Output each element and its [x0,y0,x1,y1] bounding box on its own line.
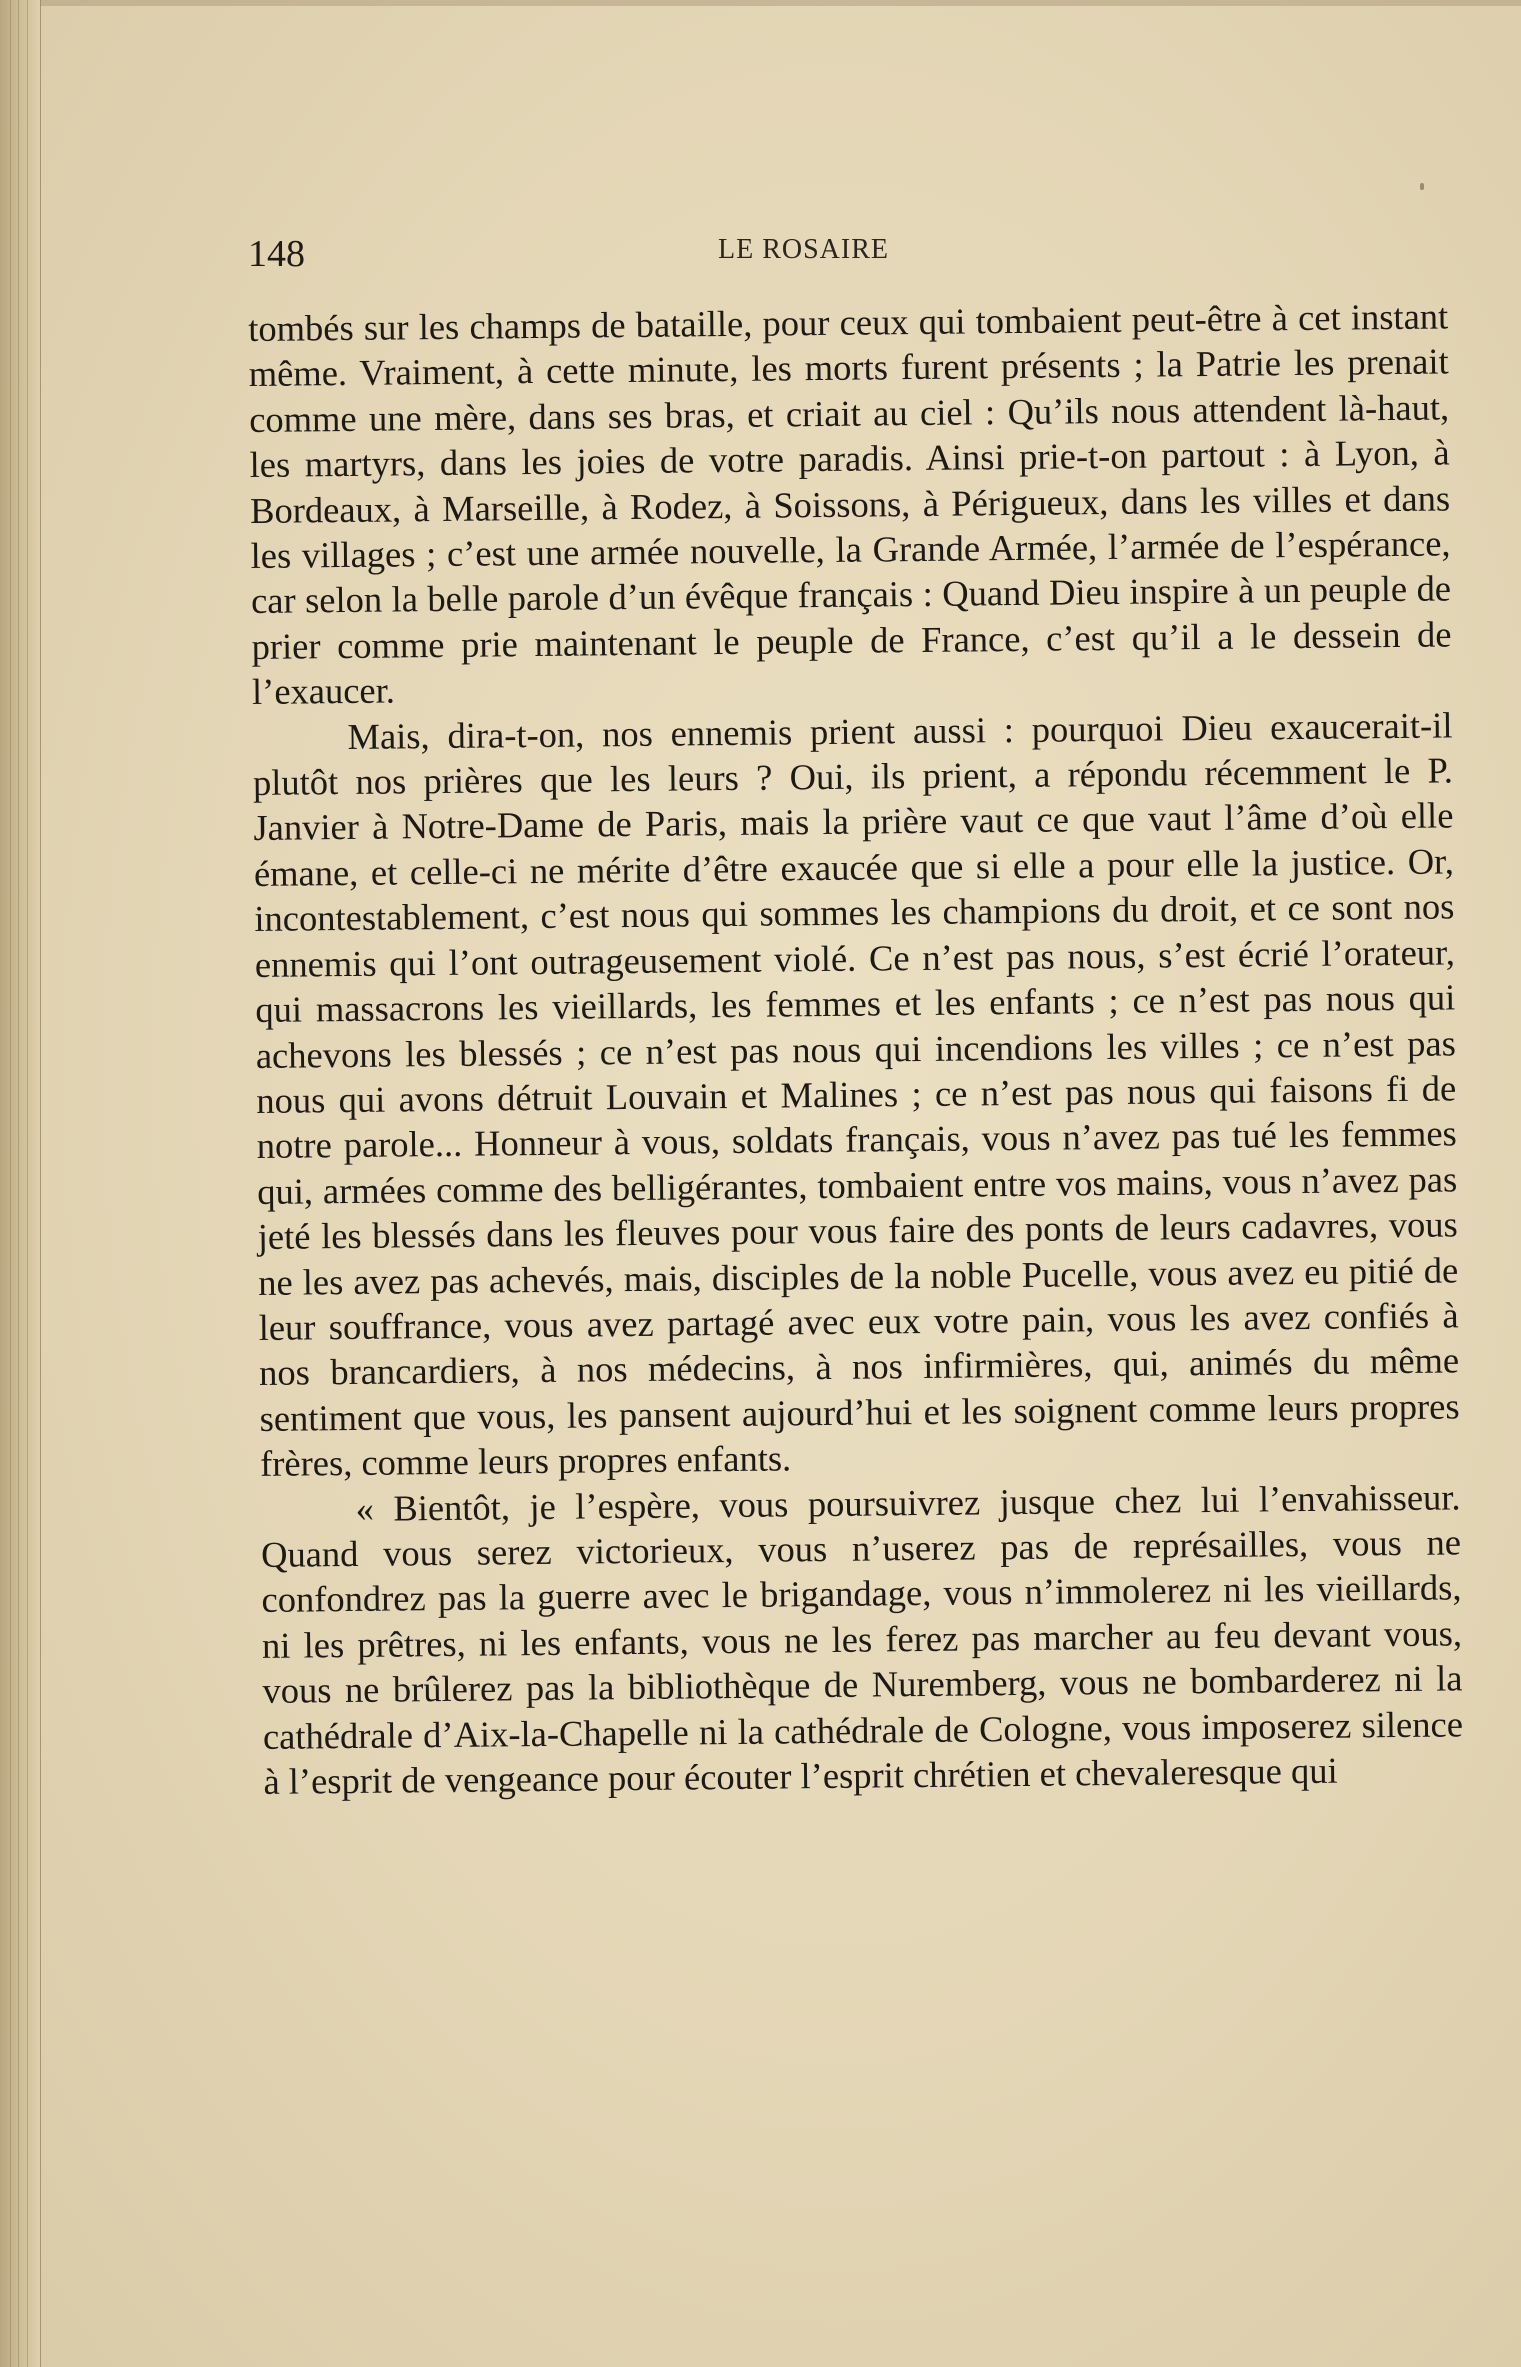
page-edge-line [10,0,11,2367]
page-number: 148 [248,233,305,275]
page-edge-line [18,0,19,2367]
paragraph-1: tombés sur les champs de bataille, pour ceux qui tombaient peut-être à cet instant même. Vraiment, à cette minute, les morts furent présents ; la Patrie les prenait comme une mère, dans ses bras, et criait au ciel : Qu’ils nous attendent là-haut, les martyrs, dans les joies de votre paradis. Ainsi prie-t-on partout : à Lyon, à Bordeaux, à Marseille, à Rodez, à Soissons, à Périgueux, dans les villes et dans les villages ; c’est une armée nouvelle, la Grande Armée, l’armée de l’espérance, car selon la belle parole d’un évêque français : Quand Dieu inspire à un peuple de prier comme prie maintenant le peuple de France, c’est qu’il a le dessein de l’exaucer. [248,295,1452,713]
paragraph-3: « Bientôt, je l’espère, vous poursuivrez jusque chez lui l’envahisseur. Quand vous serez victorieux, vous n’userez pas de représailles, vous ne confondrez pas la guerre avec le brigandage, vous n’immolerez ni les vieillards, ni les prêtres, ni les enfants, vous ne les ferez pas marcher au feu devant vous, vous ne brûlerez pas la bibliothèque de Nuremberg, vous ne bombarderez ni la cathédrale d’Aix-la-Chapelle ni la cathédrale de Cologne, vous imposerez silence à l’esprit de vengeance pour écouter l’esprit chrétien et chevaleresque qui [260,1475,1464,1802]
body-text [248,293,1464,1804]
book-gutter [0,0,41,2367]
paper-speck [1420,183,1424,190]
page-header [248,226,1428,278]
page-top-edge [40,0,1521,6]
page-edge-line [27,0,28,2367]
paragraph-2: Mais, dira-t-on, nos ennemis prient aussi : pourquoi Dieu exaucerait-il plutôt nos prières que les leurs ? Oui, ils prient, a répondu récemment le P. Janvier à Notre-Dame de Paris, mais la prière vaut ce que vaut l’âme d’où elle émane, et celle-ci ne mérite d’être exaucée que si elle a pour elle la justice. Or, incontestablement, c’est nous qui sommes les champions du droit, et ce sont nos ennemis qui l’ont outrageusement violé. Ce n’est pas nous, s’est écrié l’orateur, qui massacrons les vieillards, les femmes et les enfants ; ce n’est pas nous qui achevons les blessés ; ce n’est pas nous qui incendions les villes ; ce n’est pas nous qui avons détruit Louvain et Malines ; ce n’est pas nous qui faisons fi de notre parole... Honneur à vous, soldats français, vous n’avez pas tué les femmes qui, armées comme des belligérantes, tombaient entre vos mains, vous n’avez pas jeté les blessés dans les fleuves pour vous faire des ponts de leurs cadavres, vous ne les avez pas achevés, mais, disciples de la noble Pucelle, vous avez eu pitié de leur souffrance, vous avez partagé avec eux votre pain, vous les avez confiés à nos brancardiers, à nos médecins, à nos infirmières, qui, animés du même sentiment que vous, les pansent aujourd’hui et les soignent comme leurs propres frères, comme leurs propres enfants. [252,704,1460,1485]
running-head: LE ROSAIRE [718,234,889,265]
